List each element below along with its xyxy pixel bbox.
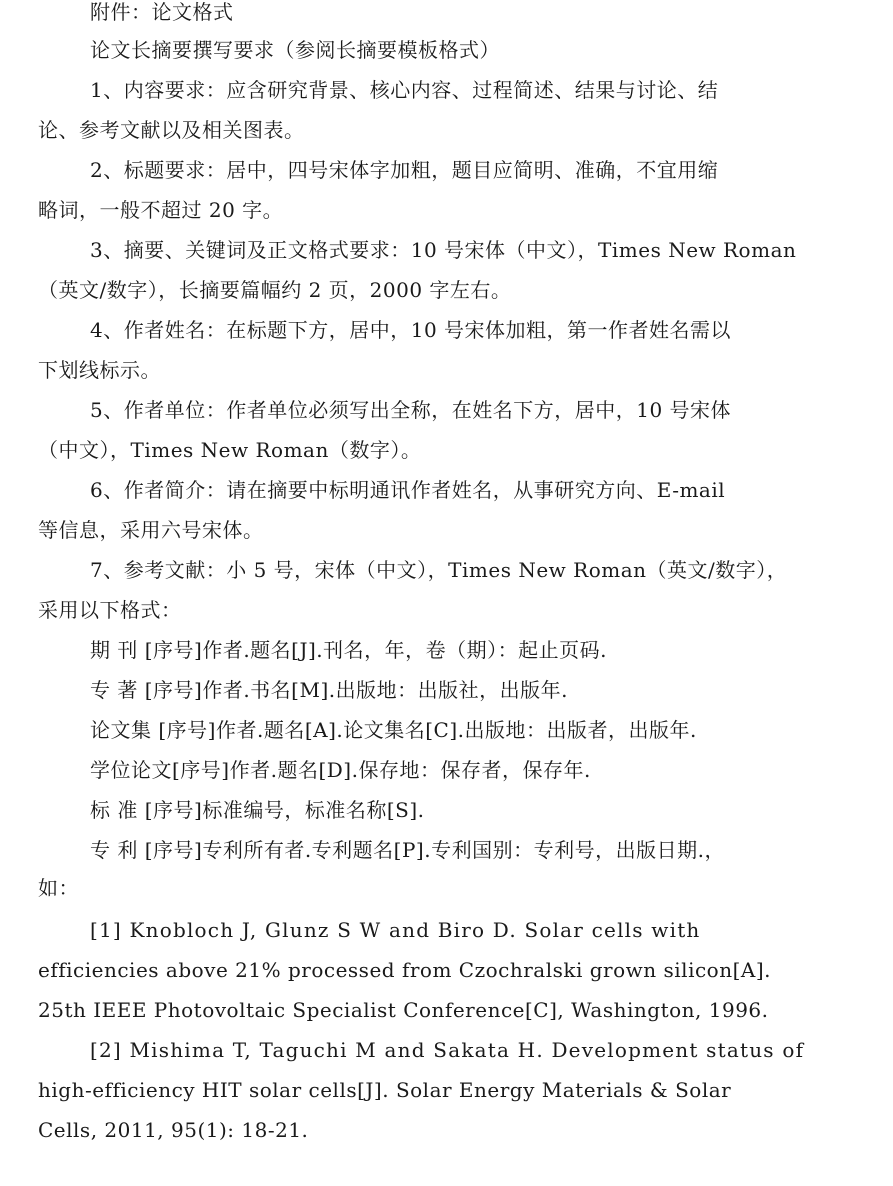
requirement-1-line-2: 论、参考文献以及相关图表。 (38, 118, 305, 142)
requirement-4-line-1: 4、作者姓名：在标题下方，居中，10 号宋体加粗，第一作者姓名需以 (90, 318, 732, 342)
format-patent: 专 利 [序号]专利所有者.专利题名[P].专利国别：专利号，出版日期.， (90, 838, 725, 862)
reference-2-line-1: [2] Mishima T, Taguchi M and Sakata H. Development status of (90, 1038, 805, 1062)
requirement-1-line-1: 1、内容要求：应含研究背景、核心内容、过程简述、结果与讨论、结 (90, 78, 719, 102)
reference-2-line-3: Cells, 2011, 95(1): 18-21. (38, 1118, 309, 1142)
requirement-7-line-1: 7、参考文献：小 5 号，宋体（中文），Times New Roman（英文/数字）， (90, 558, 788, 582)
reference-1-line-1: [1] Knobloch J, Glunz S W and Biro D. Solar cells with (90, 918, 701, 942)
attachment-heading: 附件：论文格式 (90, 0, 234, 24)
requirement-4-line-2: 下划线标示。 (38, 358, 161, 382)
requirement-7-line-2: 采用以下格式： (38, 598, 182, 622)
requirement-2-line-1: 2、标题要求：居中，四号宋体字加粗，题目应简明、准确，不宜用缩 (90, 158, 719, 182)
reference-1-line-3: 25th IEEE Photovoltaic Specialist Conference[C], Washington, 1996. (38, 998, 769, 1022)
reference-2-line-2: high-efficiency HIT solar cells[J]. Solar Energy Materials & Solar (38, 1078, 732, 1102)
requirement-3-line-2: （英文/数字），长摘要篇幅约 2 页，2000 字左右。 (38, 278, 512, 302)
requirement-5-line-2: （中文），Times New Roman（数字）。 (38, 438, 422, 462)
requirement-3-line-1: 3、摘要、关键词及正文格式要求：10 号宋体（中文），Times New Roman (90, 238, 797, 262)
format-proceedings: 论文集 [序号]作者.题名[A].论文集名[C].出版地：出版者，出版年. (90, 718, 697, 742)
requirement-6-line-1: 6、作者简介：请在摘要中标明通讯作者姓名，从事研究方向、E-mail (90, 478, 726, 502)
requirement-5-line-1: 5、作者单位：作者单位必须写出全称，在姓名下方，居中，10 号宋体 (90, 398, 732, 422)
requirement-6-line-2: 等信息，采用六号宋体。 (38, 518, 264, 542)
format-journal: 期 刊 [序号]作者.题名[J].刊名，年，卷（期）：起止页码. (90, 638, 608, 662)
format-thesis: 学位论文[序号]作者.题名[D].保存地：保存者，保存年. (90, 758, 591, 782)
example-intro: 如： (38, 876, 79, 900)
reference-1-line-2: efficiencies above 21% processed from Czochralski grown silicon[A]. (38, 958, 771, 982)
format-monograph: 专 著 [序号]作者.书名[M].出版地：出版社，出版年. (90, 678, 568, 702)
requirement-2-line-2: 略词，一般不超过 20 字。 (38, 198, 284, 222)
section-title: 论文长摘要撰写要求（参阅长摘要模板格式） (90, 38, 500, 62)
format-standard: 标 准 [序号]标准编号，标准名称[S]. (90, 798, 425, 822)
